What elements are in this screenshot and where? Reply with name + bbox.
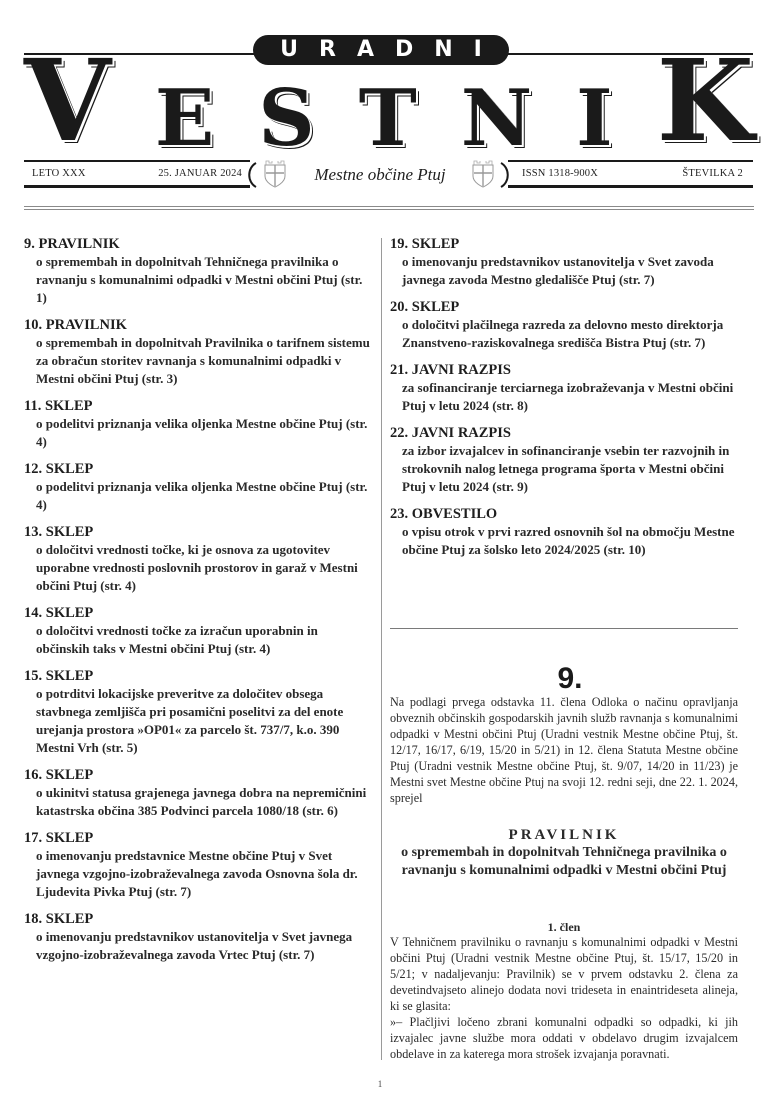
toc-left-column: [24, 236, 374, 974]
toc-item[interactable]: [24, 524, 374, 595]
masthead: [0, 0, 770, 215]
toc-description: o potrditvi lokacijske preveritve za določitev obsega stavbnega zemljišča pri posamični poselitvi za del enote urejanja prostora »OP01« za parcelo št. 737/7, k.o. 390 Mestni Vrh (str. 5): [36, 686, 344, 755]
uradni-label: URADNI: [280, 37, 503, 62]
toc-item[interactable]: [390, 299, 750, 352]
toc-description: o podelitvi priznanja velika oljenka Mestne občine Ptuj (str. 4): [36, 479, 368, 512]
clen-paragraph: V Tehničnem pravilniku o ravnanju s komunalnimi odpadki v Mestni občini Ptuj (Uradni vestnik Mestne občine Ptuj, št. 15/17, 15/20 in 5/21; v nadaljevanju: Pravilnik) se v prvem odstavku 2. člena za devetindvajseto alinejo dodata novi trideseta in enaintrideseta alineja, ki se glasita:: [390, 935, 738, 1013]
toc-item[interactable]: [24, 767, 374, 820]
toc-item[interactable]: [390, 362, 750, 415]
toc-item[interactable]: [390, 236, 750, 289]
toc-heading: 12. SKLEP: [24, 461, 94, 477]
toc-item[interactable]: [24, 461, 374, 514]
document-title-block: [390, 826, 738, 879]
toc-item[interactable]: [390, 506, 750, 559]
logo-letter: T: [358, 73, 417, 164]
toc-heading: 16. SKLEP: [24, 767, 94, 783]
toc-description: o določitvi vrednosti točke za izračun uporabnin in občinskih taks v Mestni občini Ptuj (str. 4): [36, 623, 318, 656]
logo-letter: S: [258, 73, 315, 164]
toc-item[interactable]: [390, 425, 750, 496]
municipal-crest-icon: [470, 159, 496, 189]
toc-description: o imenovanju predstavnikov ustanovitelja v Svet zavoda javnega zavoda Mestno gledališče Ptuj (str. 7): [402, 254, 714, 287]
logo-letter: I: [576, 73, 613, 164]
logo-letter: E: [154, 73, 215, 164]
issue-date: 25. JANUAR 2024: [158, 168, 242, 179]
toc-item[interactable]: [24, 911, 374, 964]
clen-paragraph: »– Plačljivi ločeno zbrani komunalni odpadki so odpadki, ki jih izvajalec javne službe mora oddati v obdelavo drugim izvajalcem obdelave in za katerega mora strošek izvajanja poravnati.: [390, 1015, 738, 1061]
toc-description: o določitvi vrednosti točke, ki je osnova za ugotovitev uporabne vrednosti poslovnih prostorov in garaž v Mestni občini Ptuj (str. 4): [36, 542, 358, 593]
toc-description: o spremembah in dopolnitvah Pravilnika o tarifnem sistemu za obračun storitev ravnanja s komunalnimi odpadki v Mestni občini Ptuj (str. 3): [36, 335, 370, 386]
toc-heading: 9. PRAVILNIK: [24, 236, 120, 252]
column-divider: [381, 238, 382, 1060]
toc-item[interactable]: [24, 830, 374, 901]
toc-item[interactable]: [24, 668, 374, 757]
toc-heading: 13. SKLEP: [24, 524, 94, 540]
publisher-name: Mestne občine Ptuj: [314, 165, 446, 184]
toc-heading: 10. PRAVILNIK: [24, 317, 127, 333]
toc-description: o ukinitvi statusa grajenega javnega dobra na nepremičnini katastrska občina 385 Podvinci parcela 1080/18 (str. 6): [36, 785, 367, 818]
toc-description: o vpisu otrok v prvi razred osnovnih šol na območju Mestne občine Ptuj za šolsko leto 2024/2025 (str. 10): [402, 524, 735, 557]
logo-letter: V: [24, 36, 111, 167]
toc-heading: 14. SKLEP: [24, 605, 94, 621]
toc-heading: 19. SKLEP: [390, 236, 460, 252]
page-number: 1: [377, 1079, 383, 1089]
toc-description: za izbor izvajalcev in sofinanciranje vsebin ter razvojnih in strokovnih nalog letnega programa športa v Mestni občini Ptuj v letu 2024 (str. 9): [402, 443, 730, 494]
toc-description: o imenovanju predstavnice Mestne občine Ptuj v Svet javnega vzgojno-izobraževalnega zavoda Osnovna šola dr. Ljudevita Pivka Ptuj (str. 7): [36, 848, 358, 899]
clen-body: [390, 934, 738, 1062]
toc-description: o podelitvi priznanja velika oljenka Mestne občine Ptuj (str. 4): [36, 416, 368, 449]
issue-number: ŠTEVILKA 2: [682, 168, 743, 179]
document-title: PRAVILNIK: [508, 827, 620, 843]
toc-heading: 20. SKLEP: [390, 299, 460, 315]
info-bar-left: [24, 160, 250, 188]
toc-description: o določitvi plačilnega razreda za delovno mesto direktorja Znanstveno-raziskovalnega središča Bistra Ptuj (str. 7): [402, 317, 724, 350]
toc-description: o imenovanju predstavnikov ustanovitelja v Svet javnega vzgojno-izobraževalnega zavoda Vrtec Ptuj (str. 7): [36, 929, 353, 962]
section-divider: [390, 628, 738, 629]
toc-description: za sofinanciranje terciarnega izobraževanja v Mestni občini Ptuj v letu 2024 (str. 8): [402, 380, 734, 413]
toc-heading: 23. OBVESTILO: [390, 506, 498, 522]
toc-heading: 22. JAVNI RAZPIS: [390, 425, 511, 441]
logo-letter: N: [460, 73, 533, 164]
toc-heading: 17. SKLEP: [24, 830, 94, 846]
toc-heading: 21. JAVNI RAZPIS: [390, 362, 511, 378]
info-bar-right: [508, 160, 753, 188]
toc-item[interactable]: [24, 236, 374, 307]
logo-letter: K: [656, 36, 754, 167]
clen-heading: 1. člen: [547, 920, 581, 934]
toc-right-column: [390, 236, 750, 569]
toc-item[interactable]: [24, 605, 374, 658]
toc-item[interactable]: [24, 398, 374, 451]
issn: ISSN 1318-900X: [522, 168, 599, 179]
masthead-divider: [24, 209, 754, 210]
bracket-left-icon: [245, 162, 257, 188]
toc-heading: 11. SKLEP: [24, 398, 93, 414]
toc-heading: 18. SKLEP: [24, 911, 94, 927]
toc-heading: 15. SKLEP: [24, 668, 94, 684]
article-preamble: Na podlagi prvega odstavka 11. člena Odloka o načinu opravljanja obveznih občinskih gospodarskih javnih služb ravnanja s komunalnimi odpadki v Mestni občini Ptuj (Uradni vestnik Mestne občine Ptuj, št. 12/17, 16/17, 6/19, 15/20 in 5/21) in 12. člena Statuta Mestne občine Ptuj (Uradni vestnik Mestne občine Ptuj, št. 9/07, 14/20 in 11/23) je Mestni svet Mestne občine Ptuj na svoji 12. redni seji, dne 22. 1. 2024, sprejel: [390, 695, 738, 805]
toc-description: o spremembah in dopolnitvah Tehničnega pravilnika o ravnanju s komunalnimi odpadki v Mestni občini Ptuj (str. 1): [36, 254, 363, 305]
document-subtitle: o spremembah in dopolnitvah Tehničnega pravilnika o ravnanju s komunalnimi odpadki v Mestni občini Ptuj: [401, 845, 727, 878]
municipal-crest-icon: [262, 159, 288, 189]
masthead-divider: [24, 206, 754, 207]
toc-item[interactable]: [24, 317, 374, 388]
edition-year: LETO XXX: [32, 168, 86, 179]
article-number: 9.: [557, 662, 583, 695]
